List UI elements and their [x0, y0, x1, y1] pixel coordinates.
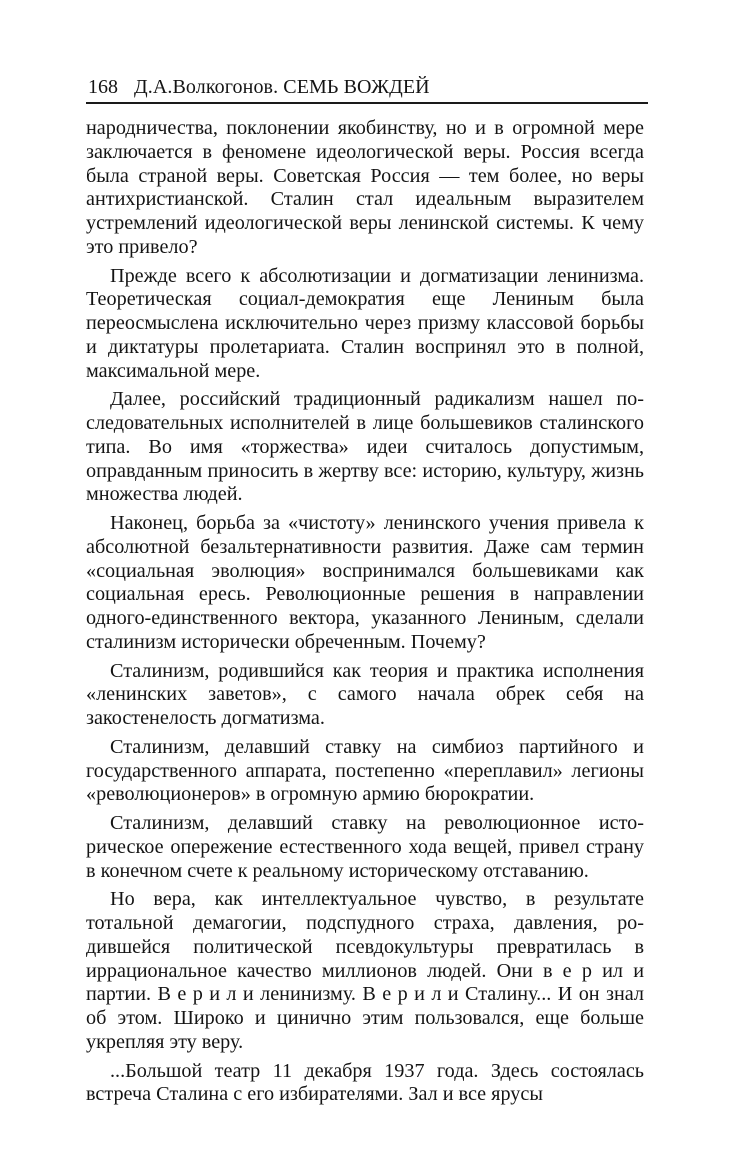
paragraph: Сталинизм, родившийся как теория и практика исполнения «ленинских заветов», с самого начала обрек себя на закостенелость догматизма. — [86, 659, 644, 729]
paragraph: ...Большой театр 11 декабря 1937 года. Здесь состоялась встреча Сталина с его избирателями. Зал и все ярусы — [86, 1059, 644, 1106]
header-rule — [86, 102, 648, 104]
page-header — [88, 74, 648, 104]
paragraph: Сталинизм, делавший ставку на революционное историческое опережение естественного хода вещей, привел страну в конечном счете к реальному историческому отставанию. — [86, 812, 644, 882]
paragraph: Сталинизм, делавший ставку на симбиоз партийного и государственного аппарата, постепенно «переплавил» легионы «революционеров» в огромную армию бюрократии. — [86, 735, 644, 806]
paragraph: народничества, поклонении якобинству, но и в огромной мере заключается в феномене идеологической веры. Россия всегда была страной веры. Советская Россия — тем более, но веры антихристианской. Сталин стал идеальным выразителем устремлений идеологической веры ленинской системы. К чему это привело? — [86, 117, 644, 258]
page-number: 168 — [88, 76, 118, 98]
paragraph: Наконец, борьба за «чистоту» ленинского учения привела к абсолютной безальтернативности развития. Даже сам термин «социальная эволюция» воспринимался большевиками как социальная ересь. Революционные решения в направлении одного-единственного вектора, указанного Лениным, сделали сталинизм исторически обреченным. Почему? — [86, 512, 644, 653]
paragraph: Но вера, как интеллектуальное чувство, в результате тотальной демагогии, подспудного страха, давления, родившейся политической псевдокультуры превратилась в иррациональное качество миллионов людей. Они в е р ил и партии. В е р и л и ленинизму. В е р и л и Сталину... И он знал об этом. Широко и цинично этим пользовался, еще больше укрепляя эту веру. — [86, 888, 644, 1053]
running-title: Д.А.Волкогонов. СЕМЬ ВОЖДЕЙ — [134, 76, 430, 98]
body-text — [86, 117, 644, 1107]
paragraph: Далее, российский традиционный радикализм нашел последовательных исполнителей в лице большевиков сталинского типа. Во имя «торжества» идеи считалось допустимым, оправданным приносить в жертву все: историю, культуру, жизнь множества людей. — [86, 388, 644, 506]
paragraph: Прежде всего к абсолютизации и догматизации ленинизма. Теоретическая социал-демократия еще Лениным была переосмыслена исключительно через призму классовой борьбы и диктатуры пролетариата. Сталин воспринял это в полной, максимальной мере. — [86, 264, 644, 382]
